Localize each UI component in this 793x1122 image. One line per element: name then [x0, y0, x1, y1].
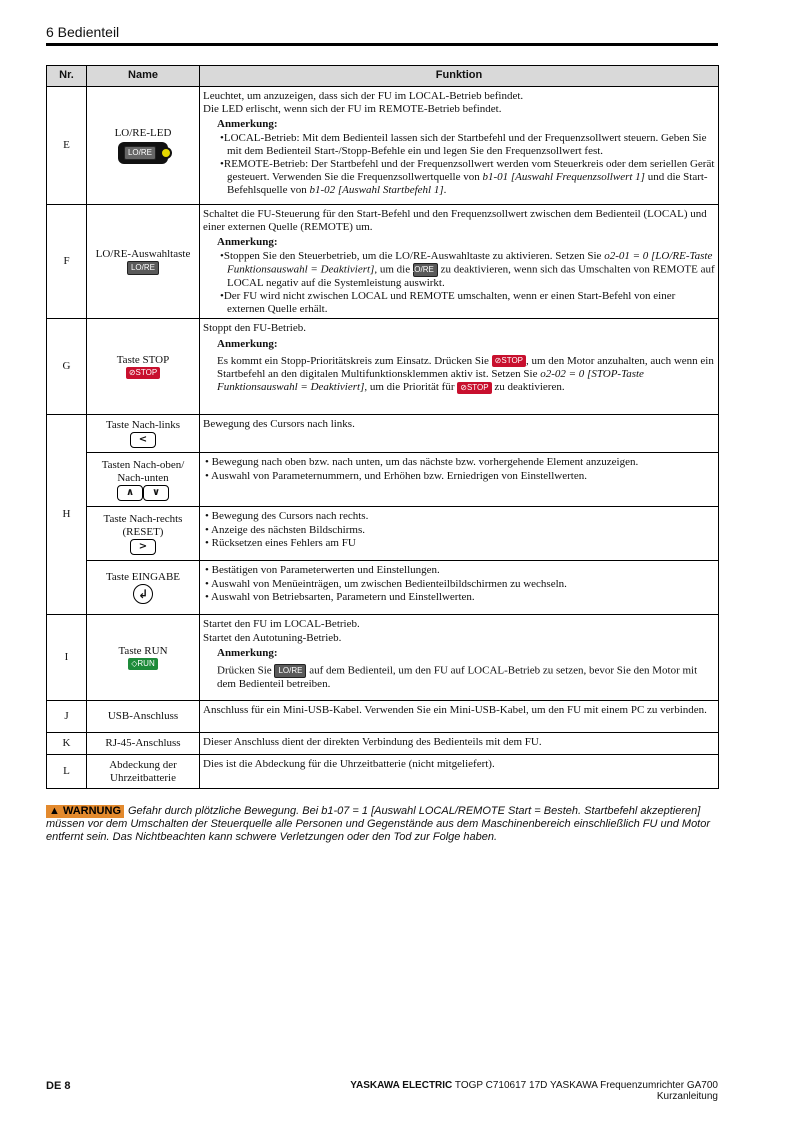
- row-func: Dies ist die Abdeckung für die Uhrzeitbatterie (nicht mitgeliefert).: [200, 755, 719, 789]
- lore-led-icon: [118, 142, 168, 164]
- func-bullet: • Auswahl von Menüeinträgen, um zwischen Bedienteilbildschirmen zu wechseln.: [205, 577, 567, 590]
- down-arrow-key-icon: ∨: [143, 485, 169, 501]
- func-bullet: • Bewegung nach oben bzw. nach unten, um das nächste bzw. vorhergehende Element anzuzeigen.: [205, 456, 639, 469]
- column-header-funktion: Funktion: [200, 66, 719, 87]
- warning-text: Gefahr durch plötzliche Bewegung. Bei b1-07 = 1 [Auswahl LOCAL/REMOTE Start = Besteh. Startbefehl akzeptieren] müssen vor dem Umschalten der Steuerquelle alle Personen und Gegenstände aus dem Maschinenbereich einschließlich FU und Motor entfernt sein. Das Nichtbeachten kann schwere Verletzungen oder den Tod zur Folge haben.: [46, 805, 711, 844]
- table-row-i: [47, 615, 719, 701]
- row-func: [200, 507, 719, 561]
- row-name-cell: [87, 453, 200, 507]
- footer-doc: TOGP C710617 17D YASKAWA Frequenzumrichter GA700 Kurzanleitung: [454, 1080, 718, 1102]
- note-bullet: •Stoppen Sie den Steuerbetrieb, um die LO/RE-Auswahltaste zu aktivieren. Setzen Sie o2-01 = 0 [LO/RE-Taste Funktionsauswahl = Deaktiviert], um die LO/RE zu deaktivieren, wenn sich das Umschalten von REMOTE auf LOCAL negativ auf die Systemleistung auswirkt.: [220, 249, 715, 289]
- note-title: Anmerkung:: [217, 337, 278, 350]
- row-nr: J: [47, 701, 87, 733]
- led-dot-icon: [160, 147, 172, 159]
- right-arrow-key-icon: >: [130, 539, 156, 555]
- row-func: Anschluss für ein Mini-USB-Kabel. Verwenden Sie ein Mini-USB-Kabel, um den FU mit einem PC zu verbinden.: [200, 701, 719, 733]
- row-name: RJ-45-Anschluss: [87, 733, 200, 755]
- row-nr: G: [47, 319, 87, 415]
- lore-key-icon: LO/RE: [127, 261, 159, 275]
- func-bullet: • Bewegung des Cursors nach rechts.: [205, 510, 369, 523]
- row-name: Taste RUN: [118, 644, 168, 657]
- table-row-j: [47, 701, 719, 733]
- func-line: Schaltet die FU-Steuerung für den Start-Befehl und den Frequenzsollwert zwischen dem Bedienteil (LOCAL) und einer externen Quelle (REMOTE) um.: [203, 208, 707, 234]
- row-name: Taste STOP: [116, 353, 170, 366]
- table-row-g: [47, 319, 719, 415]
- enter-key-icon: ↲: [133, 584, 153, 604]
- column-header-name: Name: [87, 66, 200, 87]
- row-func: [200, 453, 719, 507]
- left-arrow-key-icon: <: [130, 432, 156, 448]
- row-name-cell: [87, 615, 200, 701]
- note-bullet: •Der FU wird nicht zwischen LOCAL und REMOTE umschalten, wenn er einen Start-Befehl von einer externen Quelle erhält.: [220, 289, 676, 316]
- table-row-f: [47, 205, 719, 319]
- warning-badge: ▲ WARNUNG: [46, 805, 124, 818]
- row-func: Bewegung des Cursors nach links.: [200, 415, 719, 453]
- func-bullet: • Auswahl von Parameternummern, und Erhöhen bzw. Erniedrigen von Einstellwerten.: [205, 469, 587, 482]
- note-bullet: •REMOTE-Betrieb: Der Startbefehl und der Frequenzsollwert werden vom Steuerkreis oder dem seriellen Gerät gesteuert. Verwenden Sie die Frequenzsollwertquelle von b1-01 [Auswahl Frequenzsollwert 1] und die Start-Befehlsquelle von b1-02 [Auswahl Startbefehl 1].: [220, 157, 715, 197]
- header-rule: [46, 43, 718, 46]
- row-name: Taste EINGABE: [105, 571, 181, 584]
- row-nr: I: [47, 615, 87, 701]
- note-title: Anmerkung:: [217, 236, 278, 249]
- column-header-nr: Nr.: [47, 66, 87, 87]
- table-row-e: [47, 87, 719, 205]
- stop-key-icon: ⊘STOP: [457, 382, 491, 394]
- keypad-function-table: [46, 65, 719, 789]
- row-name: Taste Nach-rechts (RESET): [103, 512, 183, 538]
- stop-key-icon: ⊘STOP: [492, 355, 526, 367]
- footer-brand: YASKAWA ELECTRIC: [350, 1080, 453, 1091]
- row-name: USB-Anschluss: [87, 701, 200, 733]
- row-name: LO/RE-LED: [114, 126, 172, 139]
- row-func: Dieser Anschluss dient der direkten Verbindung des Bedienteils mit dem FU.: [200, 733, 719, 755]
- row-func: [200, 319, 719, 415]
- warning-notice: [46, 805, 718, 845]
- row-name-cell: [87, 205, 200, 319]
- footer-doc-info: [288, 1080, 718, 1102]
- row-name-cell: [87, 561, 200, 615]
- row-func: [200, 87, 719, 205]
- row-name: Tasten Nach-oben/ Nach-unten: [101, 458, 185, 484]
- table-row-h-left: [47, 415, 719, 453]
- up-arrow-key-icon: ∧: [117, 485, 143, 501]
- row-nr: L: [47, 755, 87, 789]
- func-line: Startet den Autotuning-Betrieb.: [203, 631, 342, 644]
- note-title: Anmerkung:: [217, 646, 278, 659]
- row-nr: F: [47, 205, 87, 319]
- lore-led-label: LO/RE: [124, 146, 156, 160]
- note-bullet: •LOCAL-Betrieb: Mit dem Bedienteil lassen sich der Startbefehl und der Frequenzsollwert steuern. Geben Sie mit dem Bedienteil Start-/Stopp-Befehle ein und legen Sie den Frequenzsollwert fest.: [220, 131, 707, 157]
- run-key-icon: ◇RUN: [128, 658, 158, 670]
- table-row-l: [47, 755, 719, 789]
- lore-key-icon: LO/RE: [274, 664, 306, 678]
- func-line: Stoppt den FU-Betrieb.: [203, 322, 306, 335]
- row-name-cell: [87, 415, 200, 453]
- func-bullet: • Anzeige des nächsten Bildschirms.: [205, 523, 365, 536]
- stop-key-icon: ⊘STOP: [126, 367, 160, 379]
- row-name: Abdeckung der Uhrzeitbatterie: [87, 755, 200, 789]
- table-row-h-enter: [47, 561, 719, 615]
- row-func: [200, 615, 719, 701]
- row-nr: E: [47, 87, 87, 205]
- row-name: Taste Nach-links: [105, 419, 181, 432]
- func-bullet: • Bestätigen von Parameterwerten und Einstellungen.: [205, 564, 440, 577]
- section-title: 6 Bedienteil: [46, 24, 120, 40]
- row-nr: K: [47, 733, 87, 755]
- table-row-k: [47, 733, 719, 755]
- row-func: [200, 205, 719, 319]
- note-text: Drücken Sie LO/RE auf dem Bedienteil, um den FU auf LOCAL-Betrieb zu setzen, bevor Sie den Motor mit dem Bedienteil betreiben.: [217, 664, 698, 690]
- table-header-row: [47, 66, 719, 87]
- func-line: Leuchtet, um anzuzeigen, dass sich der FU im LOCAL-Betrieb befindet.: [203, 90, 524, 102]
- table-row-h-updown: [47, 453, 719, 507]
- func-bullet: • Rücksetzen eines Fehlers am FU: [205, 536, 356, 549]
- note-title: Anmerkung:: [217, 118, 278, 131]
- func-bullet: • Auswahl von Betriebsarten, Parametern und Einstellwerten.: [205, 590, 475, 603]
- row-nr: H: [47, 415, 87, 615]
- row-func: [200, 561, 719, 615]
- note-text: Es kommt ein Stopp-Prioritätskreis zum Einsatz. Drücken Sie ⊘STOP , um den Motor anzuhalten, auch wenn ein Startbefehl an den digitalen Multifunktionsklemmen aktiv ist. Setzen Sie o2-02 = 0 [STOP-Taste Funktionsauswahl = Deaktiviert], um die Priorität für ⊘STOP zu deaktivieren.: [217, 354, 714, 394]
- row-name-cell: [87, 87, 200, 205]
- func-line: Startet den FU im LOCAL-Betrieb.: [203, 618, 360, 631]
- table-row-h-right: [47, 507, 719, 561]
- lore-key-icon: LO/RE: [413, 263, 438, 277]
- func-line: Die LED erlischt, wenn sich der FU im REMOTE-Betrieb befindet.: [203, 103, 502, 116]
- row-name-cell: [87, 319, 200, 415]
- row-name: LO/RE-Auswahltaste: [95, 248, 191, 261]
- row-name-cell: [87, 507, 200, 561]
- page-number: DE 8: [46, 1080, 71, 1092]
